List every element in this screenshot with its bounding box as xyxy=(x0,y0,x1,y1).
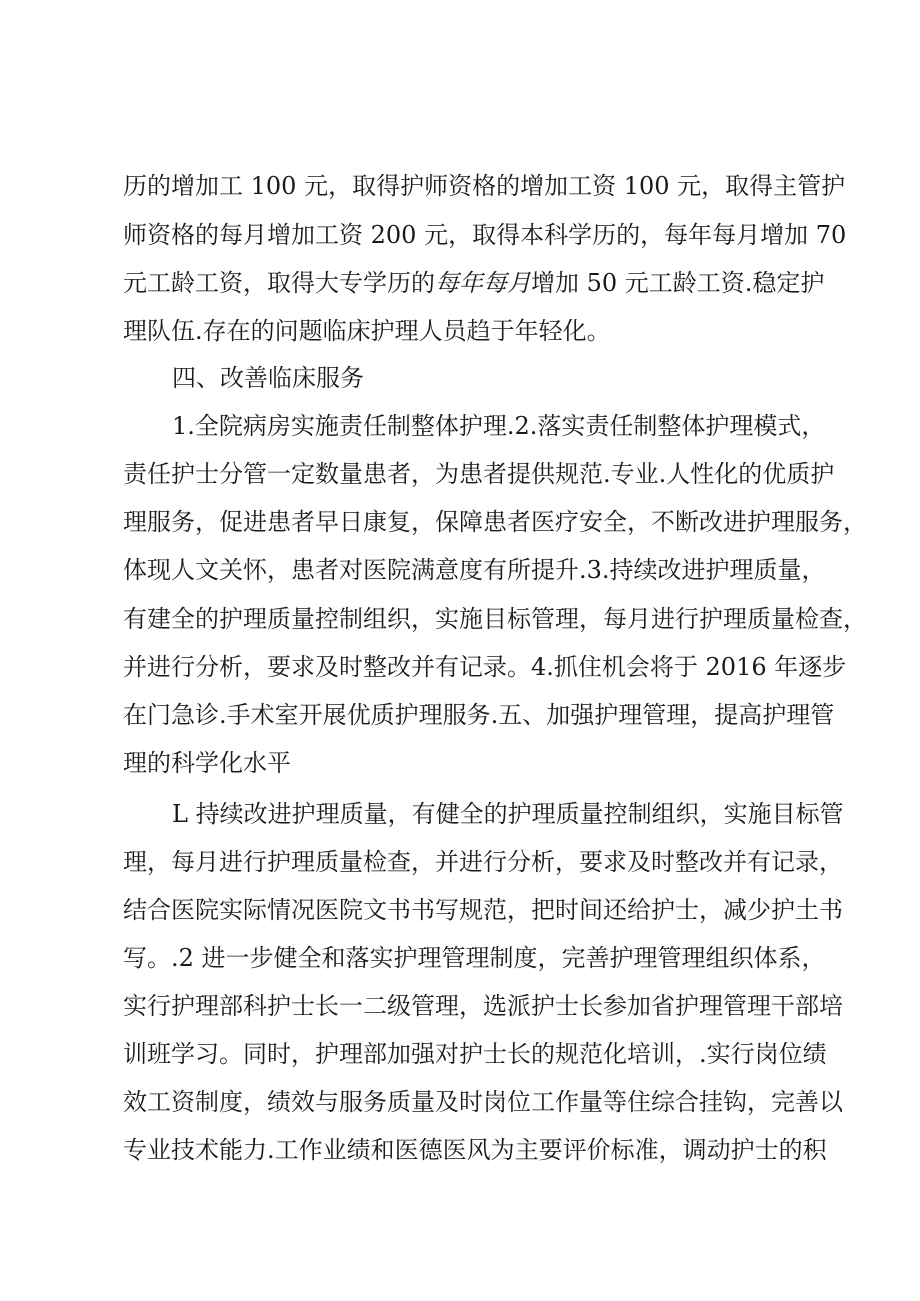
paragraph-2-line-5: 有建全的护理质量控制组织，实施目标管理，每月进行护理质量检查， xyxy=(123,605,867,633)
paragraph-1-line-1: 历的增加工 100 元，取得护师资格的增加工资 100 元，取得主管护 xyxy=(123,172,846,200)
paragraph-1-line-2: 师资格的每月增加工资 200 元，取得本科学历的，每年每月增加 70 xyxy=(123,221,847,249)
paragraph-3-line-8: 专业技术能力.工作业绩和医德医风为主要评价标准，调动护士的积 xyxy=(123,1136,827,1164)
paragraph-1-line-3-part-b: 增加 50 元工龄工资.稳定护 xyxy=(531,269,825,297)
paragraph-2-line-6: 并进行分析，要求及时整改并有记录。4.抓住机会将于 2016 年逐步 xyxy=(123,653,847,681)
paragraph-1-line-3 xyxy=(123,267,824,299)
paragraph-3-line-6: 训班学习。同时，护理部加强对护士长的规范化培训，.实行岗位绩 xyxy=(123,1040,827,1068)
paragraph-1-line-4: 理队伍.存在的问题临床护理人员趋于年轻化。 xyxy=(123,317,611,345)
paragraph-1-line-3-italic: 每年每月 xyxy=(435,269,531,297)
paragraph-2-line-4: 体现人文关怀，患者对医院满意度有所提升.3.持续改进护理质量， xyxy=(123,556,826,584)
paragraph-3-line-3: 结合医院实际情况医院文书书写规范，把时间还给护士，减少护土书 xyxy=(123,896,843,924)
section-heading-4: 四、改善临床服务 xyxy=(172,364,364,392)
paragraph-2-line-8: 理的科学化水平 xyxy=(123,749,291,777)
paragraph-2-line-7: 在门急诊.手术室开展优质护理服务.五、加强护理管理，提高护理管 xyxy=(123,701,835,729)
paragraph-3-line-4: 写。.2 进一步健全和落实护理管理制度，完善护理管理组织体系， xyxy=(123,944,826,972)
paragraph-1-line-3-part-a: 元工龄工资，取得大专学历的 xyxy=(123,269,435,297)
paragraph-2-line-2: 责任护士分管一定数量患者，为患者提供规范.专业.人性化的优质护 xyxy=(123,460,835,488)
paragraph-3-line-2: 理，每月进行护理质量检查，并进行分析，要求及时整改并有记录， xyxy=(123,848,843,876)
paragraph-2-line-3: 理服务，促进患者早日康复，保障患者医疗安全，不断改进护理服务， xyxy=(123,508,867,536)
paragraph-3-line-5: 实行护理部科护士长一二级管理，选派护士长参加省护理管理干部培 xyxy=(123,992,843,1020)
paragraph-3-line-7: 效工资制度，绩效与服务质量及时岗位工作量等住综合挂钩，完善以 xyxy=(123,1088,843,1116)
paragraph-3-line-1: L 持续改进护理质量，有健全的护理质量控制组织，实施目标管 xyxy=(172,800,844,828)
paragraph-2-line-1: 1.全院病房实施责任制整体护理.2.落实责任制整体护理模式， xyxy=(172,412,826,440)
